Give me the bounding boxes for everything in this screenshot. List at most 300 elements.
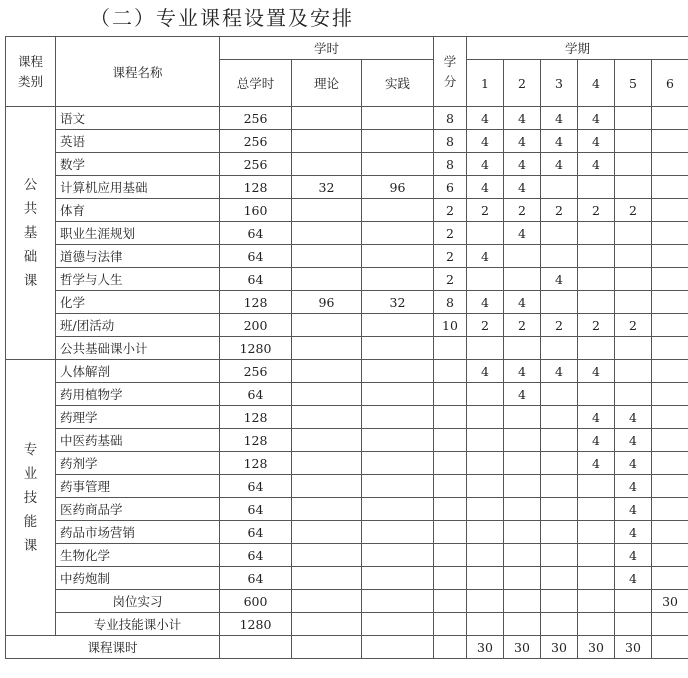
- semester-hours: [615, 153, 652, 176]
- credit: [434, 337, 467, 360]
- header-semester: 6: [652, 60, 688, 107]
- practice-hours: [362, 475, 434, 498]
- theory-hours: 32: [292, 176, 362, 199]
- header-semester: 5: [615, 60, 652, 107]
- table-row: [6, 360, 688, 383]
- semester-hours: 4: [578, 429, 615, 452]
- semester-hours: [541, 498, 578, 521]
- semester-hours: [541, 544, 578, 567]
- semester-hours: [541, 406, 578, 429]
- semester-hours: 4: [467, 360, 504, 383]
- credit: 8: [434, 291, 467, 314]
- semester-hours: 4: [467, 245, 504, 268]
- semester-hours: [652, 360, 688, 383]
- semester-hours: [504, 452, 541, 475]
- course-name: 中医药基础: [56, 429, 220, 452]
- total-hours: 64: [220, 498, 292, 521]
- theory-hours: [292, 452, 362, 475]
- total-hours: 1280: [220, 337, 292, 360]
- course-name: 体育: [56, 199, 220, 222]
- table-row: [6, 153, 688, 176]
- semester-hours: 4: [541, 153, 578, 176]
- course-name: 药品市场营销: [56, 521, 220, 544]
- table-row: [6, 314, 688, 337]
- total-hours: 128: [220, 429, 292, 452]
- course-name: 公共基础课小计: [56, 337, 220, 360]
- practice-hours: [362, 153, 434, 176]
- header-hours-group: 学时: [220, 37, 434, 60]
- semester-hours: [652, 199, 688, 222]
- semester-hours: [652, 498, 688, 521]
- table-row: [6, 245, 688, 268]
- semester-hours: 30: [504, 636, 541, 659]
- semester-hours: [504, 475, 541, 498]
- total-hours: 200: [220, 314, 292, 337]
- practice-hours: [362, 590, 434, 613]
- semester-hours: [615, 268, 652, 291]
- course-name: 英语: [56, 130, 220, 153]
- semester-hours: [615, 130, 652, 153]
- theory-hours: [292, 314, 362, 337]
- semester-hours: [652, 521, 688, 544]
- semester-hours: [615, 291, 652, 314]
- table-row: [6, 521, 688, 544]
- course-name: 人体解剖: [56, 360, 220, 383]
- semester-hours: [652, 406, 688, 429]
- theory-hours: [292, 498, 362, 521]
- theory-hours: [292, 475, 362, 498]
- semester-hours: 4: [578, 130, 615, 153]
- credit: 2: [434, 268, 467, 291]
- semester-hours: 30: [652, 590, 688, 613]
- semester-hours: 30: [541, 636, 578, 659]
- semester-hours: [652, 130, 688, 153]
- semester-hours: 4: [578, 406, 615, 429]
- semester-hours: [504, 613, 541, 636]
- internship-row: [6, 590, 688, 613]
- header-semester-group: 学期: [467, 37, 688, 60]
- semester-hours: [578, 613, 615, 636]
- course-name: 生物化学: [56, 544, 220, 567]
- table-row: [6, 107, 688, 130]
- credit: 2: [434, 222, 467, 245]
- semester-hours: 4: [467, 153, 504, 176]
- semester-hours: [578, 567, 615, 590]
- semester-hours: 4: [578, 153, 615, 176]
- header-course-name: 课程名称: [56, 37, 220, 107]
- semester-hours: [467, 406, 504, 429]
- header-category: 课程 类别: [6, 37, 56, 107]
- semester-hours: [467, 268, 504, 291]
- semester-hours: 4: [578, 360, 615, 383]
- semester-hours: 4: [504, 360, 541, 383]
- semester-hours: [615, 222, 652, 245]
- course-name: 药用植物学: [56, 383, 220, 406]
- semester-hours: [504, 245, 541, 268]
- semester-hours: [541, 590, 578, 613]
- semester-hours: [652, 153, 688, 176]
- theory-hours: [292, 590, 362, 613]
- semester-hours: [615, 613, 652, 636]
- practice-hours: [362, 406, 434, 429]
- semester-hours: 2: [615, 314, 652, 337]
- semester-hours: [504, 567, 541, 590]
- credit: 2: [434, 245, 467, 268]
- theory-hours: [292, 360, 362, 383]
- course-name: 数学: [56, 153, 220, 176]
- semester-hours: 2: [578, 314, 615, 337]
- total-hours: 128: [220, 176, 292, 199]
- course-schedule-table: [5, 36, 688, 659]
- course-name: 计算机应用基础: [56, 176, 220, 199]
- practice-hours: 96: [362, 176, 434, 199]
- credit: [434, 452, 467, 475]
- semester-hours: [467, 452, 504, 475]
- semester-hours: [578, 337, 615, 360]
- header-practice: 实践: [362, 60, 434, 107]
- semester-hours: [652, 452, 688, 475]
- table-row: [6, 130, 688, 153]
- semester-hours: [615, 176, 652, 199]
- semester-hours: [504, 337, 541, 360]
- semester-hours: 30: [467, 636, 504, 659]
- semester-hours: [652, 245, 688, 268]
- total-hours: 64: [220, 268, 292, 291]
- practice-hours: [362, 613, 434, 636]
- practice-hours: [362, 245, 434, 268]
- header-semester: 4: [578, 60, 615, 107]
- semester-hours: [504, 590, 541, 613]
- credit: 2: [434, 199, 467, 222]
- practice-hours: [362, 567, 434, 590]
- semester-hours: 4: [578, 107, 615, 130]
- semester-hours: [541, 245, 578, 268]
- table-row: [6, 222, 688, 245]
- semester-hours: 4: [615, 544, 652, 567]
- semester-hours: [541, 567, 578, 590]
- credit: 6: [434, 176, 467, 199]
- practice-hours: [362, 360, 434, 383]
- semester-hours: [467, 521, 504, 544]
- practice-hours: [362, 199, 434, 222]
- semester-hours: 4: [504, 107, 541, 130]
- semester-hours: [578, 291, 615, 314]
- semester-hours: [467, 613, 504, 636]
- semester-hours: 4: [615, 521, 652, 544]
- semester-hours: 4: [541, 107, 578, 130]
- semester-hours: [652, 613, 688, 636]
- credit: [434, 475, 467, 498]
- semester-hours: 4: [578, 452, 615, 475]
- semester-hours: [652, 544, 688, 567]
- semester-hours: 2: [504, 199, 541, 222]
- header-row-1: [6, 37, 688, 60]
- total-hours: 256: [220, 153, 292, 176]
- course-name: 中药炮制: [56, 567, 220, 590]
- theory-hours: [292, 429, 362, 452]
- table-row: [6, 176, 688, 199]
- credit: 8: [434, 153, 467, 176]
- total-hours-row: [6, 636, 688, 659]
- semester-hours: 4: [541, 130, 578, 153]
- semester-hours: 4: [504, 153, 541, 176]
- category-public-basic: 公 共 基 础 课: [6, 107, 56, 360]
- credit: [434, 521, 467, 544]
- table-row: [6, 475, 688, 498]
- practice-hours: [362, 544, 434, 567]
- semester-hours: [504, 268, 541, 291]
- total-hours: 64: [220, 544, 292, 567]
- total-hours: 128: [220, 291, 292, 314]
- practice-hours: [362, 337, 434, 360]
- semester-hours: 2: [615, 199, 652, 222]
- semester-hours: 2: [467, 314, 504, 337]
- semester-hours: [541, 613, 578, 636]
- semester-hours: [615, 337, 652, 360]
- semester-hours: [467, 567, 504, 590]
- course-name: 专业技能课小计: [56, 613, 220, 636]
- semester-hours: 4: [504, 291, 541, 314]
- semester-hours: [467, 222, 504, 245]
- total-hours: 256: [220, 360, 292, 383]
- course-name: 药剂学: [56, 452, 220, 475]
- semester-hours: [652, 314, 688, 337]
- semester-hours: 4: [615, 452, 652, 475]
- semester-hours: 4: [541, 268, 578, 291]
- table-row: [6, 291, 688, 314]
- semester-hours: [578, 590, 615, 613]
- semester-hours: [652, 222, 688, 245]
- semester-hours: [578, 383, 615, 406]
- header-theory: 理论: [292, 60, 362, 107]
- credit: [434, 383, 467, 406]
- total-hours: 64: [220, 222, 292, 245]
- course-name: 岗位实习: [56, 590, 220, 613]
- semester-hours: 2: [578, 199, 615, 222]
- total-hours: 256: [220, 107, 292, 130]
- theory-hours: [292, 567, 362, 590]
- theory-hours: 96: [292, 291, 362, 314]
- course-name: 哲学与人生: [56, 268, 220, 291]
- header-semester: 2: [504, 60, 541, 107]
- semester-hours: [652, 337, 688, 360]
- subtotal-row: [6, 613, 688, 636]
- header-credit: 学 分: [434, 37, 467, 107]
- practice-hours: [362, 521, 434, 544]
- practice-hours: [362, 383, 434, 406]
- credit: [434, 406, 467, 429]
- semester-hours: [578, 521, 615, 544]
- practice-hours: [362, 429, 434, 452]
- total-hours: 128: [220, 452, 292, 475]
- semester-hours: [541, 176, 578, 199]
- semester-hours: [467, 429, 504, 452]
- practice-hours: [362, 222, 434, 245]
- theory-hours: [292, 268, 362, 291]
- theory-hours: [292, 153, 362, 176]
- theory-hours: [292, 544, 362, 567]
- course-name: 道德与法律: [56, 245, 220, 268]
- semester-hours: [467, 590, 504, 613]
- semester-hours: [504, 498, 541, 521]
- semester-hours: [541, 291, 578, 314]
- semester-hours: [504, 429, 541, 452]
- semester-hours: 4: [467, 291, 504, 314]
- table-row: [6, 544, 688, 567]
- semester-hours: 4: [615, 475, 652, 498]
- table-row: [6, 498, 688, 521]
- semester-hours: [615, 590, 652, 613]
- practice-hours: 32: [362, 291, 434, 314]
- semester-hours: [578, 268, 615, 291]
- semester-hours: [652, 567, 688, 590]
- semester-hours: [615, 245, 652, 268]
- theory-hours: [292, 199, 362, 222]
- total-hours: 128: [220, 406, 292, 429]
- semester-hours: [652, 176, 688, 199]
- course-name: 药事管理: [56, 475, 220, 498]
- course-name: 化学: [56, 291, 220, 314]
- theory-hours: [292, 337, 362, 360]
- credit: 10: [434, 314, 467, 337]
- semester-hours: 2: [504, 314, 541, 337]
- table-row: [6, 452, 688, 475]
- semester-hours: 4: [504, 383, 541, 406]
- semester-hours: [467, 544, 504, 567]
- total-hours: 600: [220, 590, 292, 613]
- semester-hours: [467, 337, 504, 360]
- credit: [434, 360, 467, 383]
- table-row: [6, 268, 688, 291]
- semester-hours: 4: [541, 360, 578, 383]
- semester-hours: [541, 475, 578, 498]
- semester-hours: [652, 383, 688, 406]
- total-hours: 1280: [220, 613, 292, 636]
- credit: 8: [434, 130, 467, 153]
- semester-hours: [615, 383, 652, 406]
- course-name: 语文: [56, 107, 220, 130]
- semester-hours: [652, 268, 688, 291]
- semester-hours: 2: [541, 314, 578, 337]
- semester-hours: [467, 475, 504, 498]
- total-hours: 160: [220, 199, 292, 222]
- total-hours: 64: [220, 521, 292, 544]
- semester-hours: [652, 291, 688, 314]
- credit: 8: [434, 107, 467, 130]
- theory-hours: [292, 613, 362, 636]
- practice-hours: [362, 107, 434, 130]
- credit: [434, 498, 467, 521]
- semester-hours: [578, 176, 615, 199]
- semester-hours: [541, 222, 578, 245]
- theory-hours: [292, 383, 362, 406]
- semester-hours: 2: [541, 199, 578, 222]
- header-semester: 1: [467, 60, 504, 107]
- semester-hours: 4: [467, 107, 504, 130]
- page-title: （二）专业课程设置及安排: [90, 6, 354, 30]
- credit: [434, 636, 467, 659]
- semester-hours: [652, 107, 688, 130]
- semester-hours: 30: [615, 636, 652, 659]
- semester-hours: [504, 544, 541, 567]
- semester-hours: [541, 521, 578, 544]
- semester-hours: [652, 429, 688, 452]
- semester-hours: [541, 383, 578, 406]
- semester-hours: 4: [504, 130, 541, 153]
- total-hours: 256: [220, 130, 292, 153]
- theory-hours: [292, 406, 362, 429]
- semester-hours: 4: [615, 406, 652, 429]
- semester-hours: [504, 406, 541, 429]
- practice-hours: [362, 268, 434, 291]
- header-total-hours: 总学时: [220, 60, 292, 107]
- course-name: 课程课时: [6, 636, 220, 659]
- theory-hours: [292, 636, 362, 659]
- semester-hours: [578, 498, 615, 521]
- semester-hours: [578, 245, 615, 268]
- semester-hours: [578, 475, 615, 498]
- semester-hours: [578, 222, 615, 245]
- table-row: [6, 567, 688, 590]
- semester-hours: [578, 544, 615, 567]
- total-hours: [220, 636, 292, 659]
- practice-hours: [362, 314, 434, 337]
- total-hours: 64: [220, 383, 292, 406]
- semester-hours: [652, 636, 688, 659]
- semester-hours: 4: [504, 222, 541, 245]
- credit: [434, 613, 467, 636]
- total-hours: 64: [220, 245, 292, 268]
- table-row: [6, 429, 688, 452]
- theory-hours: [292, 130, 362, 153]
- table-row: [6, 406, 688, 429]
- theory-hours: [292, 245, 362, 268]
- semester-hours: 4: [615, 567, 652, 590]
- table-row: [6, 337, 688, 360]
- semester-hours: 4: [615, 429, 652, 452]
- semester-hours: [541, 337, 578, 360]
- category-professional: 专 业 技 能 课: [6, 360, 56, 636]
- total-hours: 64: [220, 475, 292, 498]
- semester-hours: [467, 498, 504, 521]
- semester-hours: 4: [615, 498, 652, 521]
- semester-hours: 30: [578, 636, 615, 659]
- semester-hours: 4: [467, 176, 504, 199]
- theory-hours: [292, 521, 362, 544]
- course-name: 药理学: [56, 406, 220, 429]
- course-name: 职业生涯规划: [56, 222, 220, 245]
- course-name: 医药商品学: [56, 498, 220, 521]
- semester-hours: 4: [504, 176, 541, 199]
- practice-hours: [362, 636, 434, 659]
- semester-hours: [615, 360, 652, 383]
- header-semester: 3: [541, 60, 578, 107]
- theory-hours: [292, 107, 362, 130]
- practice-hours: [362, 452, 434, 475]
- semester-hours: 2: [467, 199, 504, 222]
- semester-hours: 4: [467, 130, 504, 153]
- semester-hours: [541, 452, 578, 475]
- table-row: [6, 199, 688, 222]
- practice-hours: [362, 130, 434, 153]
- credit: [434, 544, 467, 567]
- semester-hours: [652, 475, 688, 498]
- semester-hours: [615, 107, 652, 130]
- practice-hours: [362, 498, 434, 521]
- theory-hours: [292, 222, 362, 245]
- semester-hours: [467, 383, 504, 406]
- semester-hours: [504, 521, 541, 544]
